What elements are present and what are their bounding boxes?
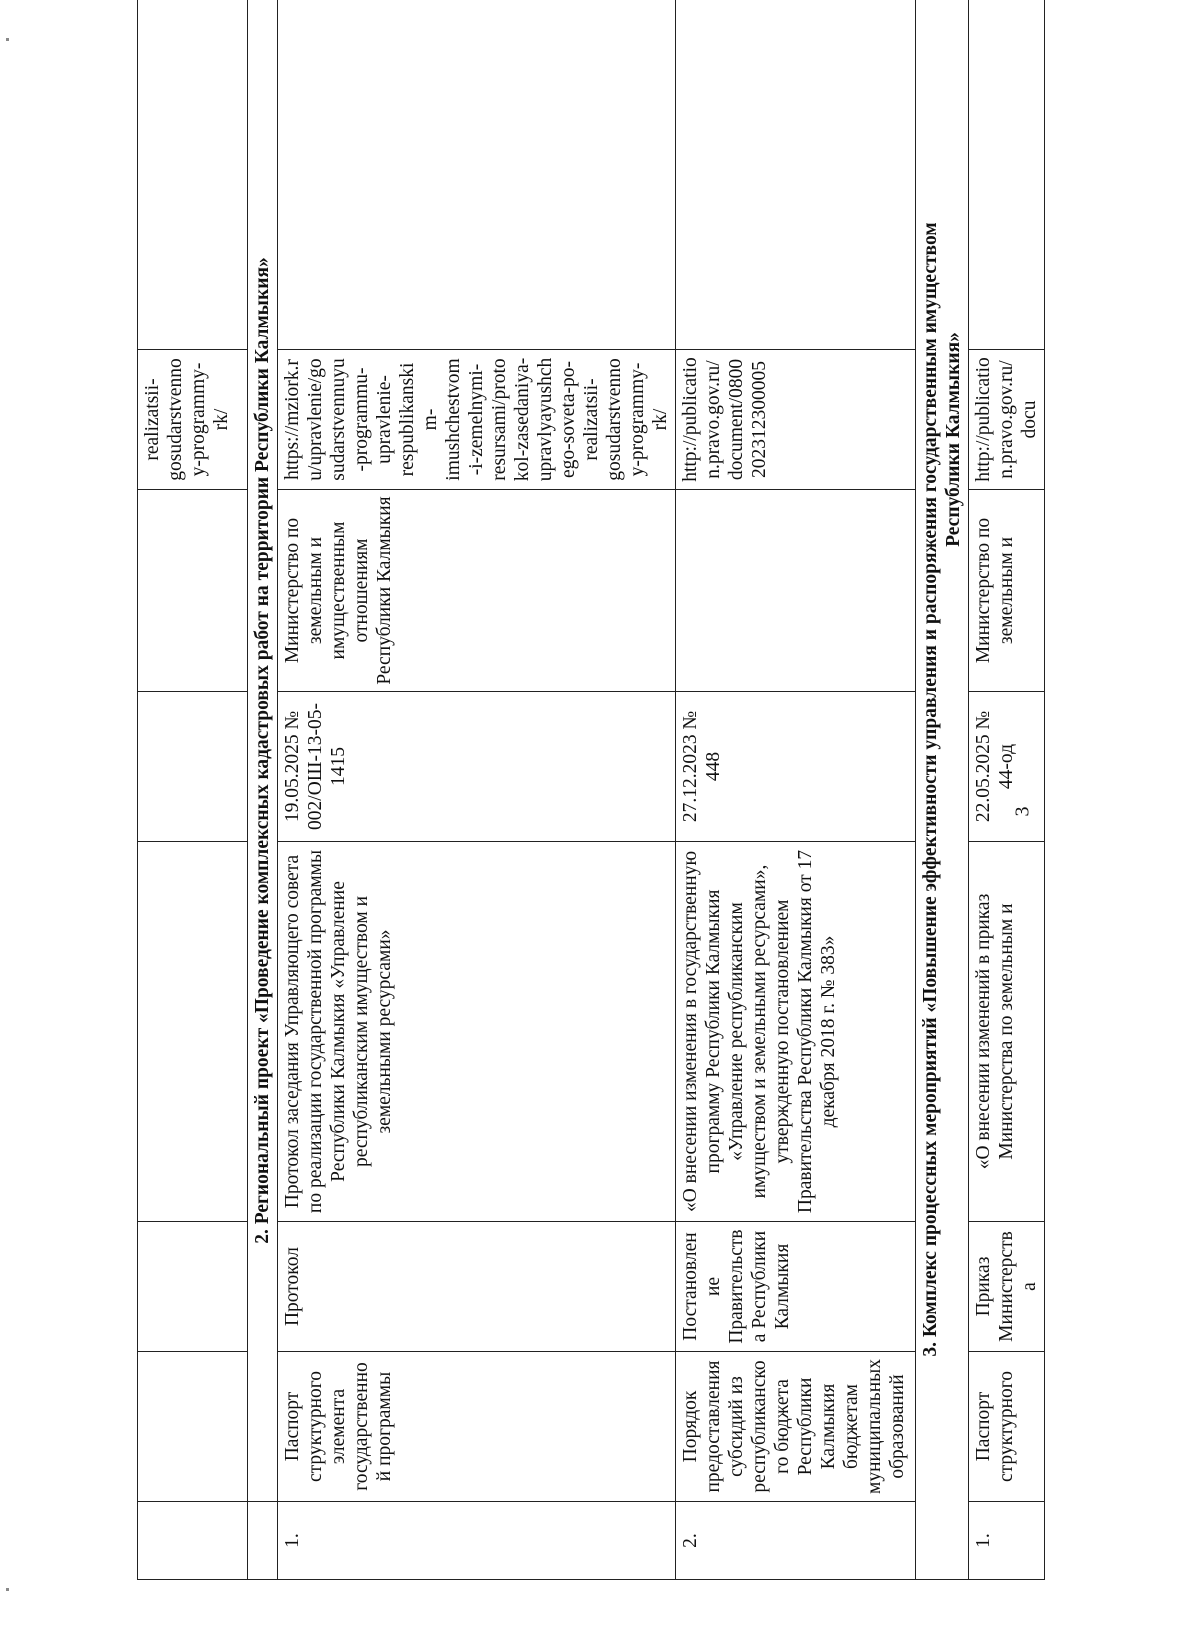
document-title: Протокол заседания Управляющего совета по реализации государственной программы Республики Калмыкия «Управление республиканским имуществом и земельными ресурсами» — [278, 842, 676, 1222]
section-header — [916, 0, 969, 1580]
document-title: «О внесении изменений в приказ Министерства по земельным и — [969, 842, 1045, 1222]
section-3-title-line2: Республики Калмыкия» — [943, 332, 964, 547]
page-number: 3 — [1011, 806, 1034, 817]
document-date-number: 27.12.2023 № 448 — [676, 692, 916, 842]
structure-name: Паспорт структурного — [969, 1352, 1045, 1502]
table-row — [138, 0, 248, 1580]
table-row — [969, 0, 1045, 1580]
structure-name: Порядок предоставления субсидий из республиканского бюджета Республики Калмыкия бюджетам муниципальных образований — [676, 1352, 916, 1502]
section-2-title: 2. Региональный проект «Проведение комплексных кадастровых работ на территории Республики Калмыкия» — [248, 0, 278, 1502]
row-number: 1. — [278, 1502, 676, 1580]
authority — [676, 490, 916, 692]
structure-name: Паспорт структурного элемента государственной программы — [278, 1352, 676, 1502]
document-date-number: 19.05.2025 № 002/ОШ-13-05-1415 — [278, 692, 676, 842]
section-header — [248, 0, 278, 1580]
table-row — [676, 0, 916, 1580]
document-link[interactable]: https://mziork.ru/upravlenie/gosudarstvennuyu-programmu-upravlenie-respublikanskim-imushchestvom-i-zemelnymi-resursami/protokol-zasedaniya-upravlyayushchego-soveta-po-realizatsii-gosudarstvennoy-programmy-rk/ — [278, 350, 676, 490]
document-type: Приказ Министерства — [969, 1222, 1045, 1352]
document-link[interactable]: http://publication.pravo.gov.ru/document/0800202312300005 — [676, 350, 916, 490]
table-row — [278, 0, 676, 1580]
authority: Министерство по земельным и имущественным отношениям Республики Калмыкия — [278, 490, 676, 692]
link-cell: realizatsii-gosudarstvennoy-programmy-rk/ — [138, 350, 248, 490]
authority: Министерство по земельным и — [969, 490, 1045, 692]
scan-mark — [6, 1588, 9, 1591]
documents-table — [137, 0, 1045, 1580]
document-type: Протокол — [278, 1222, 676, 1352]
document-type: Постановление Правительства Республики Калмыкия — [676, 1222, 916, 1352]
scan-mark — [6, 38, 9, 41]
document-date-number: 22.05.2025 № 44-од — [969, 692, 1045, 842]
rotated-page — [137, 0, 1137, 1580]
section-3-title — [916, 0, 969, 1580]
section-3-title-line1: 3. Комплекс процессных мероприятий «Повышение эффективности управления и распоряжения государственным имуществом — [920, 222, 941, 1357]
document-title: «О внесении изменения в государственную программу Республики Калмыкия «Управление республиканским имуществом и земельными ресурсами», утвержденную постановлением Правительства Республики Калмыкия от 17 декабря 2018 г. № 383» — [676, 842, 916, 1222]
row-number: 2. — [676, 1502, 916, 1580]
row-number: 1. — [969, 1502, 1045, 1580]
document-link[interactable]: http://publication.pravo.gov.ru/docu — [969, 350, 1045, 490]
